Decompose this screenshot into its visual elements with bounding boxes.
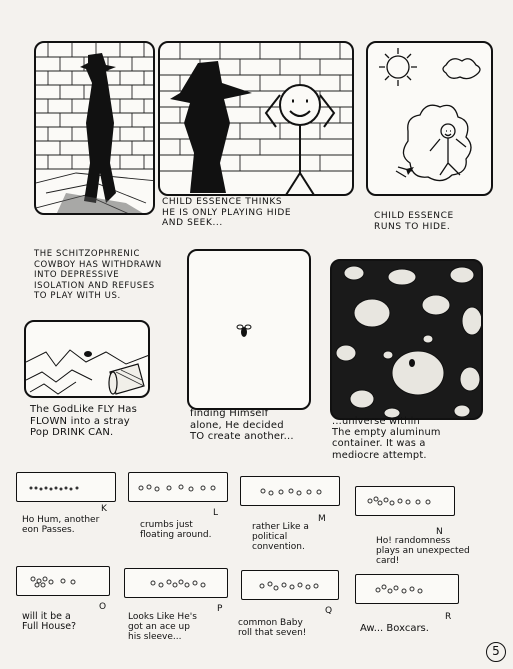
small-panel-r: [355, 574, 459, 604]
small-panel-l: [128, 472, 228, 502]
small-panel-p: [124, 568, 228, 598]
caption-n: Ho! randomness plays an unexpected card!: [376, 536, 470, 566]
caption-schizophrenic-cowboy: THE SCHITZOPHRENIC COWBOY HAS WITHDRAWN INTO DEPRESSIVE ISOLATION AND REFUSES TO PLAY WITH US.: [34, 249, 162, 302]
cowboy-brick-illustration: [36, 43, 155, 215]
panel-bubble-universe: [330, 259, 483, 420]
caption-k: Ho Hum, another eon Passes.: [22, 515, 100, 535]
page-number: 5: [486, 642, 506, 662]
lone-fly-illustration: [189, 251, 311, 410]
sun-cloud-bush-illustration: [368, 43, 493, 196]
small-panel-m: [240, 476, 340, 506]
caption-finding-himself-alone: finding Himself alone, He decided TO create another...: [190, 408, 294, 442]
panel-letter-k: K: [101, 504, 107, 514]
caption-child-runs-to-hide: CHILD ESSENCE RUNS TO HIDE.: [374, 211, 454, 232]
small-panel-k: [16, 472, 116, 502]
caption-universe-within-container: ...universe within The empty aluminum container. It was a mediocre attempt.: [332, 416, 441, 461]
caption-o: will it be a Full House?: [22, 611, 77, 632]
child-essence-brick-illustration: [160, 43, 354, 196]
caption-child-essence-thinks: CHILD ESSENCE THINKS HE IS ONLY PLAYING HIDE AND SEEK...: [162, 197, 292, 228]
panel-child-essence-hide-and-seek: [158, 41, 354, 196]
panel-cowboy-brick-wall: [34, 41, 155, 215]
panel-fly-alone: [187, 249, 311, 410]
fly-can-illustration: [26, 322, 150, 398]
small-panel-q: [241, 570, 339, 600]
caption-m: rather Like a political convention.: [252, 522, 309, 552]
small-panel-o: [16, 566, 110, 596]
panel-letter-o: O: [99, 602, 107, 612]
panel-letter-q: Q: [325, 606, 333, 616]
caption-l: crumbs just floating around.: [140, 520, 212, 540]
panel-letter-m: M: [318, 514, 326, 524]
caption-p: Looks Like He's got an ace up his sleeve...: [128, 612, 197, 642]
panel-letter-r: R: [445, 612, 452, 622]
panel-letter-l: L: [213, 508, 219, 518]
bubble-universe-illustration: [332, 261, 483, 420]
panel-letter-n: N: [436, 527, 443, 537]
panel-fly-in-can: [24, 320, 150, 398]
soda-can: [109, 364, 144, 394]
child-essence-figure: [266, 85, 334, 195]
caption-godlike-fly: The GodLike FLY Has FLOWN into a stray Pop DRINK CAN.: [30, 404, 138, 438]
panel-child-runs-to-hide: [366, 41, 493, 196]
caption-r: Aw... Boxcars.: [360, 623, 429, 634]
caption-q: common Baby roll that seven!: [238, 618, 307, 638]
small-panel-n: [355, 486, 455, 516]
panel-letter-p: P: [217, 604, 223, 614]
